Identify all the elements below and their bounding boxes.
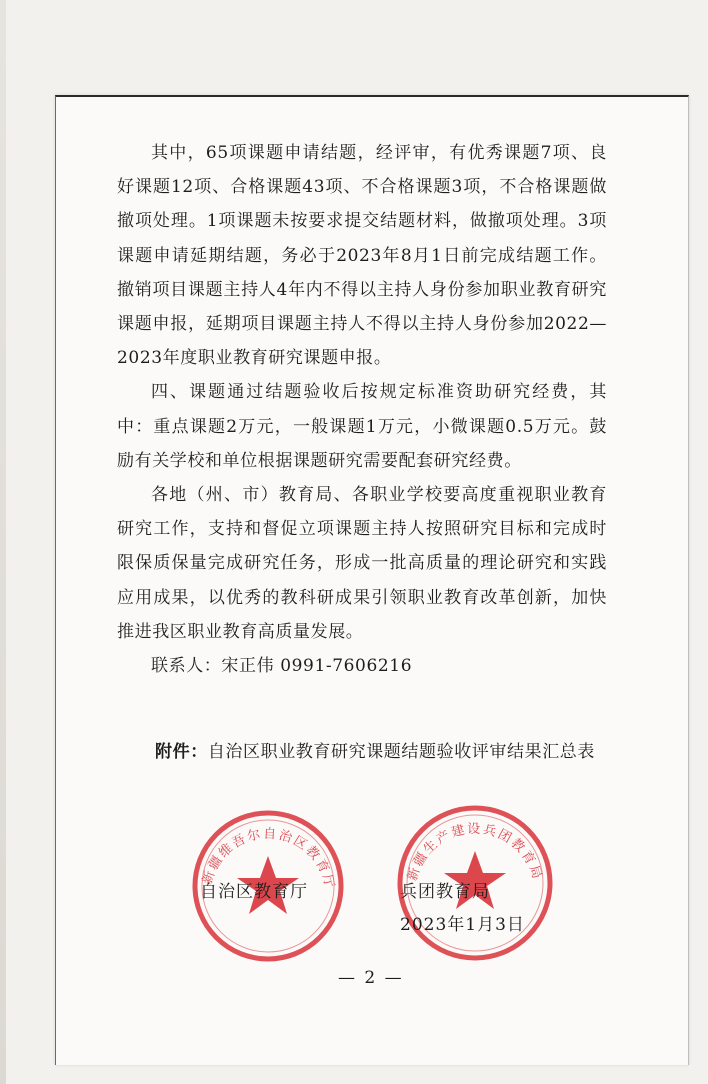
issue-date: 2023年1月3日	[400, 915, 525, 935]
paragraph-results: 其中，65项课题申请结题，经评审，有优秀课题7项、良好课题12项、合格课题43项、不合格课题3项，不合格课题做撤项处理。1项课题未按要求提交结题材料，做撤项处理。3项课题申请延期结题，务必于2023年8月1日前完成结题工作。撤销项目课题主持人4年内不得以主持人身份参加职业教育研究课题申报，延期项目课题主持人不得以主持人身份参加2022—2023年度职业教育研究课题申报。	[117, 143, 607, 369]
contact-line: 联系人：宋正伟 0991-7606216	[151, 656, 413, 677]
scan-edge	[0, 0, 6, 1084]
attachment-line	[155, 737, 615, 762]
body-text	[117, 136, 607, 683]
paragraph-funding: 四、课题通过结题验收后按规定标准资助研究经费，其中：重点课题2万元，一般课题1万元，小微课题0.5万元。鼓励有关学校和单位根据课题研究需要配套研究经费。	[117, 382, 607, 471]
page-number: — 2 —	[338, 968, 404, 988]
issuer-left: 自治区教育厅	[200, 882, 308, 902]
paragraph-requirements: 各地（州、市）教育局、各职业学校要高度重视职业教育研究工作，支持和督促立项课题主持人按照研究目标和完成时限保质保量完成研究任务，形成一批高质量的理论研究和实践应用成果，以优秀的教科研成果引领职业教育改革创新，加快推进我区职业教育高质量发展。	[117, 485, 607, 642]
seal-right-text: 新疆生产建设兵团教育局	[405, 821, 545, 883]
attachment-label: 附件：	[155, 742, 208, 762]
seal-left-text: 新疆维吾尔自治区教育厅	[200, 826, 337, 892]
issuer-right: 兵团教育局	[400, 882, 490, 902]
attachment-title: 自治区职业教育研究课题结题验收评审结果汇总表	[207, 742, 596, 762]
